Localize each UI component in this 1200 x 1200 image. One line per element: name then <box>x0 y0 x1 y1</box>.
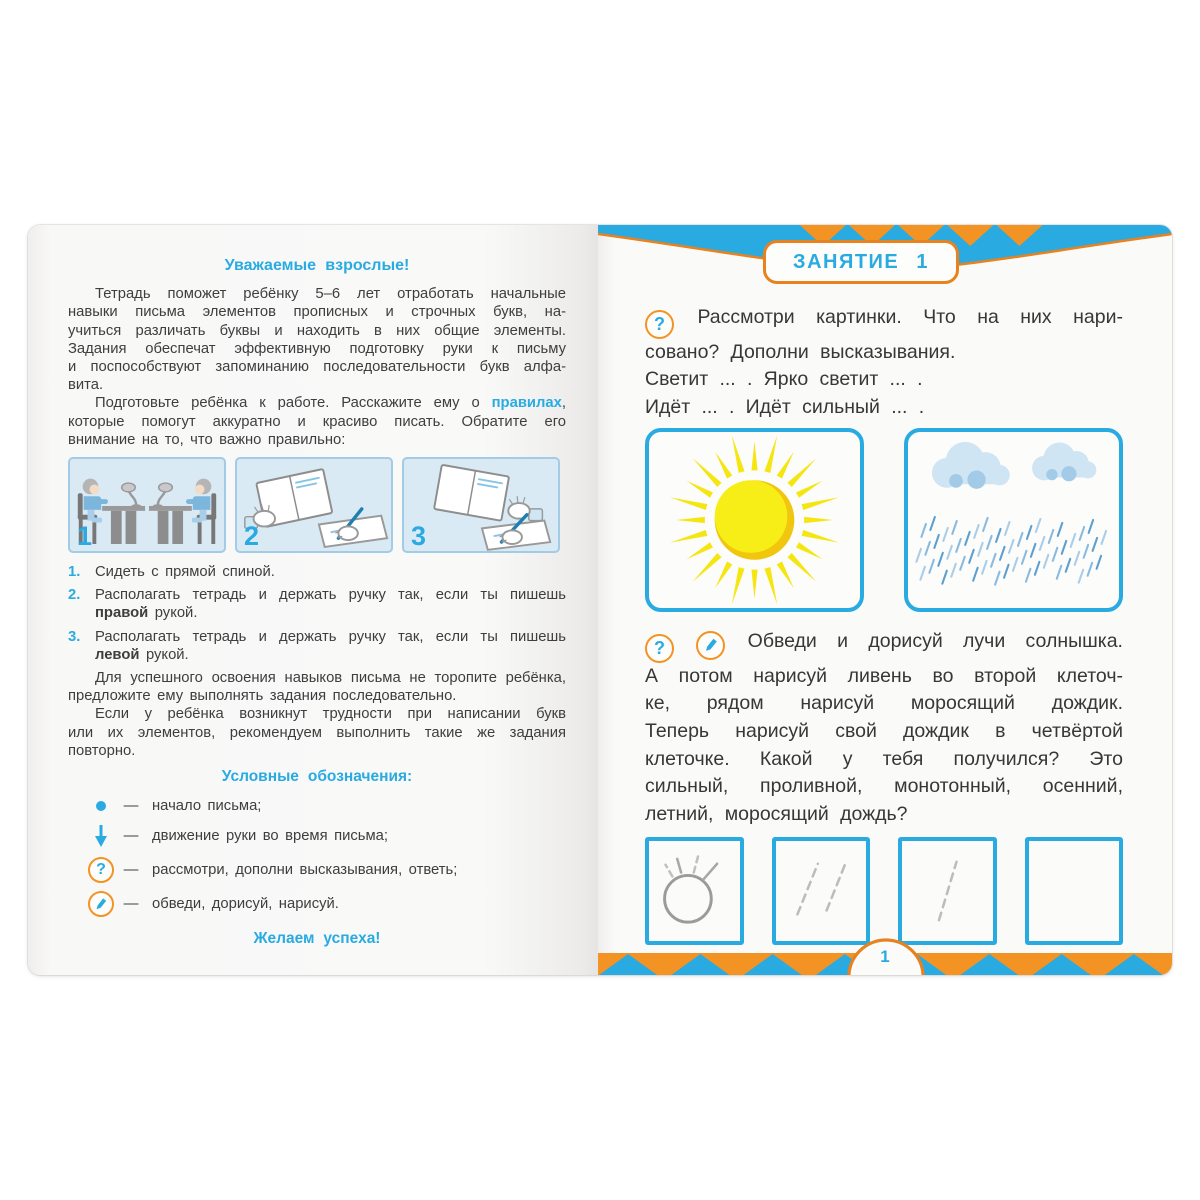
legend-dash: — <box>123 798 139 815</box>
rule-item <box>68 586 566 622</box>
rain-picture-box <box>904 428 1123 612</box>
picture-number: 3 <box>411 521 427 552</box>
picture-number: 1 <box>77 521 93 552</box>
page-number: 1 <box>880 947 890 966</box>
text-line: повторно. <box>68 742 136 759</box>
legend-dash: — <box>123 828 139 845</box>
rule-number: 3. <box>68 628 81 645</box>
legend-dash: — <box>123 862 139 879</box>
text-line: Если у ребёнка возникнут трудности при написании букв <box>95 706 566 723</box>
text-line: внимание на то, что важно правильно: <box>68 431 346 448</box>
text-line: или их элементов, рекомендуем выполнить такие же задания <box>68 724 566 741</box>
legend-icon-cell <box>86 801 116 811</box>
rule-number: 1. <box>68 564 81 581</box>
legend-icon-cell <box>86 891 116 917</box>
legend-text: начало письма; <box>152 798 262 815</box>
lesson-title-box <box>763 240 959 284</box>
left-page <box>28 225 598 975</box>
legend-icon-cell <box>86 823 116 849</box>
text-line: Идёт ... . Идёт сильный ... . <box>645 395 925 418</box>
text-line: совано? Дополни высказывания. <box>645 340 956 363</box>
legend-text: рассмотри, дополни высказывания, ответь; <box>152 862 458 879</box>
posture-pictures-row <box>68 457 566 553</box>
legend-list <box>68 797 566 917</box>
legend-row <box>68 797 566 815</box>
left-page-content <box>68 225 566 949</box>
text-line: Задания обеспечат эффективную подготовку руки к письму <box>68 340 566 357</box>
text-line: правой рукой. <box>95 605 198 622</box>
rule-text <box>95 628 566 664</box>
legend-row <box>68 823 566 849</box>
picture-right-hand-position <box>235 457 393 553</box>
right-page <box>598 225 1172 975</box>
notebook-right-hand-illustration <box>237 459 391 551</box>
rule-text <box>95 563 566 581</box>
text-line: Располагать тетрадь и держать ручку так, если ты пишешь <box>95 628 566 645</box>
text-line: ке, рядом нарисуй моросящий дождик. <box>645 692 1123 715</box>
task-1-text <box>645 304 1123 421</box>
advice-paragraph-1 <box>68 669 566 705</box>
task-2-text <box>645 628 1123 828</box>
advice-paragraph-2 <box>68 705 566 760</box>
picture-children-sitting <box>68 457 226 553</box>
question-icon: ? <box>88 857 114 883</box>
book-spread <box>28 225 1172 975</box>
text-line: Располагать тетрадь и держать ручку так, если ты пишешь <box>95 587 566 604</box>
legend-dash: — <box>123 896 139 913</box>
intro-paragraph-2 <box>68 394 566 449</box>
lesson-title: ЗАНЯТИЕ 1 <box>793 250 929 273</box>
text-line: Тетрадь поможет ребёнку 5–6 лет отработать начальные <box>95 286 566 303</box>
text-line: Сидеть с прямой спиной. <box>95 564 275 581</box>
legend-title: Условные обозначения: <box>221 768 413 786</box>
legend-row <box>68 857 566 883</box>
legend-text: обведи, дорисуй, нарисуй. <box>152 896 339 913</box>
right-page-content <box>645 225 1123 945</box>
closing-wish: Желаем успеха! <box>253 930 381 948</box>
rule-item <box>68 563 566 581</box>
rain-clouds-illustration <box>908 432 1119 608</box>
pencil-icon <box>88 891 114 917</box>
text-line: сильный, проливной, монотонный, осенний, <box>645 775 1123 798</box>
text-line: летний, моросящий дождь? <box>645 802 908 825</box>
text-line: навыки письма элементов прописных и строчных букв, на- <box>68 304 566 321</box>
legend-text: движение руки во время письма; <box>152 828 388 845</box>
text-line: предложите ему выполнять задания последовательно. <box>68 688 457 705</box>
picture-left-hand-position <box>402 457 560 553</box>
start-dot-icon <box>96 801 106 811</box>
page-title: Уважаемые взрослые! <box>224 257 410 274</box>
text-line: Теперь нарисуй свой дождик в четвёртой <box>645 719 1123 742</box>
children-sitting-illustration <box>70 459 224 551</box>
text-line: клеточке. Какой у тебя получился? Это <box>645 747 1123 770</box>
text-line: Подготовьте ребёнка к работе. Расскажите ему о правилах, <box>95 395 566 412</box>
notebook-left-hand-illustration <box>404 459 558 551</box>
legend-icon-cell <box>86 857 116 883</box>
rule-text <box>95 586 566 622</box>
text-line: ? Обведи и дорисуй лучи солнышка. <box>645 628 1123 663</box>
rule-item <box>68 628 566 664</box>
text-line: учиться различать буквы и находить в них общие элементы. <box>68 322 566 339</box>
rule-number: 2. <box>68 587 81 604</box>
text-line: Для успешного освоения навыков письма не торопите ребёнка, <box>95 670 566 687</box>
arrow-down-icon <box>94 823 108 849</box>
text-line: и поспособствуют запоминанию последовательности букв алфа- <box>68 359 566 376</box>
sun-picture-box <box>645 428 864 612</box>
legend-row <box>68 891 566 917</box>
question-icon: ? <box>645 310 674 339</box>
sun-illustration <box>649 432 860 608</box>
question-icon: ? <box>645 634 674 663</box>
text-line: Светит ... . Ярко светит ... . <box>645 368 923 391</box>
text-line: А потом нарисуй ливень во второй клеточ- <box>645 664 1123 687</box>
text-line: которые помогут аккуратно и красиво писать. Обратите его <box>68 413 566 430</box>
text-line: ? Рассмотри картинки. Что на них нари- <box>645 304 1123 339</box>
text-line: вита. <box>68 377 104 394</box>
weather-pictures-row <box>645 428 1123 612</box>
picture-number: 2 <box>244 521 260 552</box>
writing-rules-list <box>68 563 566 664</box>
pencil-icon <box>696 631 725 660</box>
intro-paragraph-1 <box>68 285 566 394</box>
text-line: левой рукой. <box>95 646 189 663</box>
